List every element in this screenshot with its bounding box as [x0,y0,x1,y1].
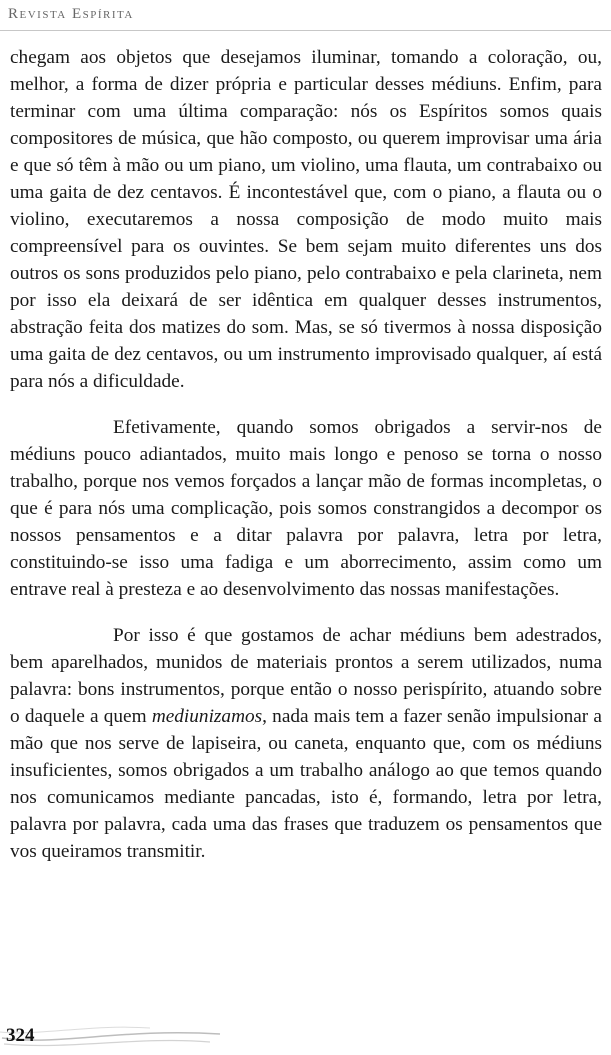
header-divider [0,30,611,31]
italic-term: mediunizamos [151,706,263,727]
paragraph-3-text-before: Por isso é que gostamos de achar médiuns bem adestrados, bem aparelhados, munidos de materiais prontos a serem utilizados, numa palavra: bons instrumentos, porque então o nosso perispírito, atuando sobre o daquele a quem [10,625,602,727]
paragraph-1: chegam aos objetos que desejamos iluminar, tomando a coloração, ou, melhor, a forma de dizer própria e particular desses médiuns. Enfim, para terminar com uma última comparação: nós os Espíritos somos quais compositores de música, que hão composto, ou querem improvisar uma ária e que só têm à mão ou um piano, um violino, uma flauta, um contrabaixo ou uma gaita de dez centavos. É incontestável que, com o piano, a flauta ou o violino, executaremos a nossa composição de modo muito mais compreensível para os ouvintes. Se bem sejam muito diferentes uns dos outros os sons produzidos pelo piano, pelo contrabaixo e pela clarineta, nem por isso ela deixará de ser idêntica em qualquer desses instrumentos, abstração feita dos matizes do som. Mas, se só tivermos à nossa disposição uma gaita de dez centavos, ou um instrumento improvisado qualquer, aí está para nós a dificuldade. [10,47,602,392]
paragraph-2: Efetivamente, quando somos obrigados a servir-nos de médiuns pouco adiantados, muito mais longo e penoso se torna o nosso trabalho, porque nos vemos forçados a lançar mão de formas incompletas, o que é para nós uma complicação, pois somos constrangidos a decompor os nossos pensamentos e a ditar palavra por palavra, letra por letra, constituindo-se isso uma fadiga e um aborrecimento, assim como um entrave real à presteza e ao desenvolvimento das nossas manifestações. [10,417,602,600]
page-body [10,44,602,865]
paragraph-3 [10,622,602,865]
paragraph-3-text-after: , nada mais tem a fazer senão impulsionar a mão que nos serve de lapiseira, ou caneta, enquanto que, com os médiuns insuficientes, somos obrigados a um trabalho análogo ao que temos quando nos comunicamos mediante pancadas, isto é, formando, letra por letra, palavra por palavra, cada uma das frases que traduzem os pensamentos que vos queiramos transmitir. [10,706,602,862]
running-header: Revista Espírita [8,6,134,22]
page-number: 324 [6,1025,35,1046]
